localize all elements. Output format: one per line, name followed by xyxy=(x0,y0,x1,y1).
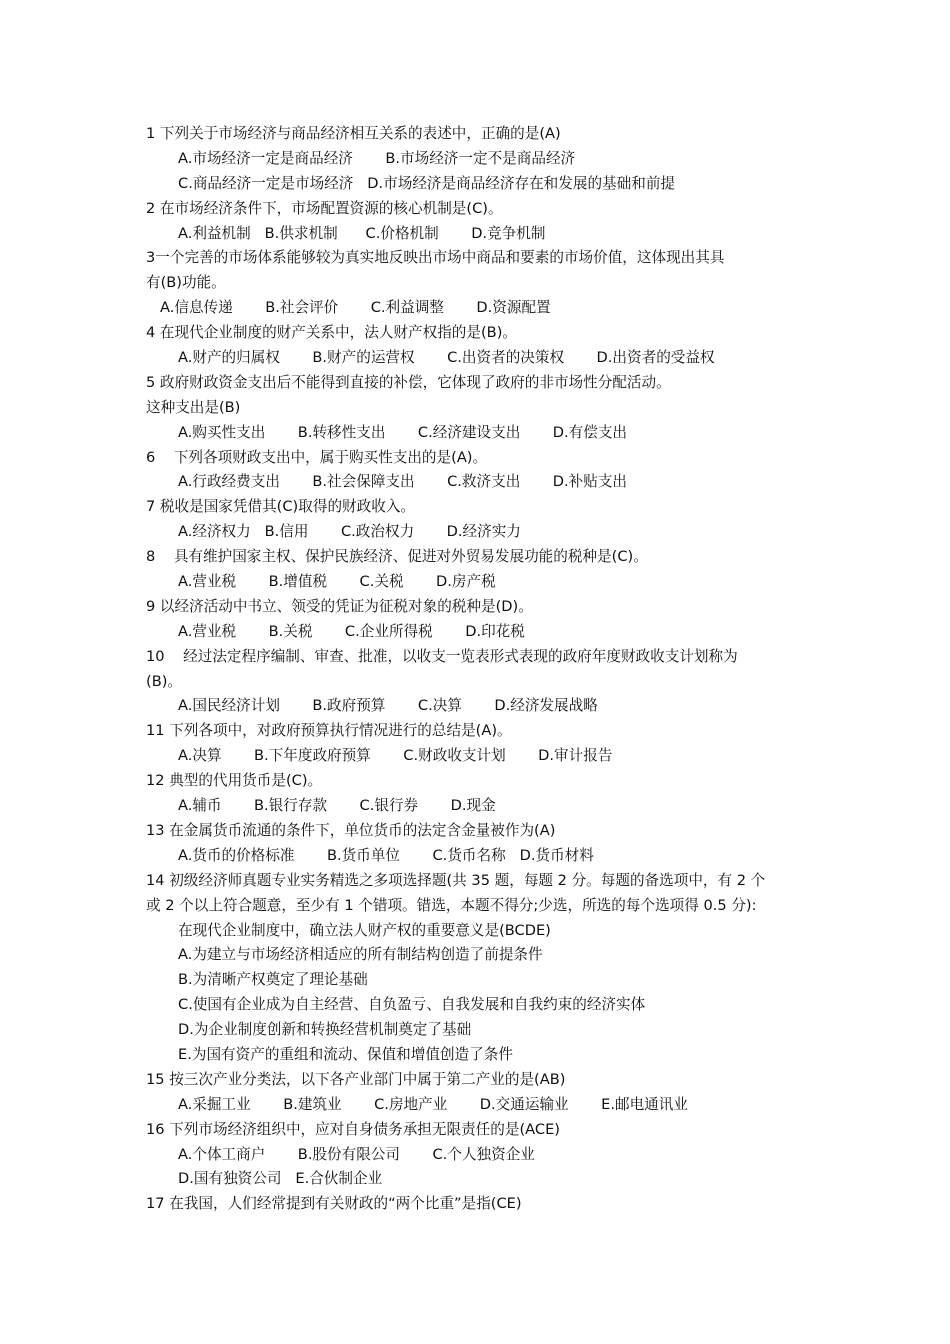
question-line: 4 在现代企业制度的财产关系中，法人财产权指的是(B)。 xyxy=(146,324,517,342)
document-body xyxy=(146,122,811,1217)
option-line: C.商品经济一定是市场经济 D.市场经济是商品经济存在和发展的基础和前提 xyxy=(178,174,676,192)
question-line: 6 下列各项财政支出中，属于购买性支出的是(A)。 xyxy=(146,448,488,466)
question-line: 2 在市场经济条件下，市场配置资源的核心机制是(C)。 xyxy=(146,199,503,217)
question-line: (B)。 xyxy=(146,672,182,690)
question-line: 1 下列关于市场经济与商品经济相互关系的表述中，正确的是(A) xyxy=(146,125,561,142)
option-line: A.决算 B.下年度政府预算 C.财政收支计划 D.审计报告 xyxy=(178,747,613,765)
option-line: A.财产的归属权 B.财产的运营权 C.出资者的决策权 D.出资者的受益权 xyxy=(178,349,715,367)
question-line: 14 初级经济师真题专业实务精选之多项选择题(共 35 题，每题 2 分。每题的备选项中，有 2 个 xyxy=(146,871,766,889)
question-line: 12 典型的代用货币是(C)。 xyxy=(146,772,323,790)
option-line: A.市场经济一定是商品经济 B.市场经济一定不是商品经济 xyxy=(178,149,576,167)
question-line: 10 经过法定程序编制、审查、批准，以收支一览表形式表现的政府年度财政收支计划称为 xyxy=(146,647,738,665)
option-line: E.为国有资产的重组和流动、保值和增值创造了条件 xyxy=(178,1045,513,1063)
option-line: A.营业税 B.关税 C.企业所得税 D.印花税 xyxy=(178,622,525,640)
question-line: 11 下列各项中，对政府预算执行情况进行的总结是(A)。 xyxy=(146,722,512,740)
question-line: 7 税收是国家凭借其(C)取得的财政收入。 xyxy=(146,498,416,516)
option-line: A.为建立与市场经济相适应的所有制结构创造了前提条件 xyxy=(178,946,543,964)
option-line: A.利益机制 B.供求机制 C.价格机制 D.竞争机制 xyxy=(178,224,546,242)
option-line: A.营业税 B.增值税 C.关税 D.房产税 xyxy=(178,573,496,591)
option-line: A.采掘工业 B.建筑业 C.房地产业 D.交通运输业 E.邮电通讯业 xyxy=(178,1095,688,1113)
question-line: 或 2 个以上符合题意，至少有 1 个错项。错选，本题不得分;少选，所选的每个选项得 0.5 分): xyxy=(146,896,757,914)
option-line: A.个体工商户 B.股份有限公司 C.个人独资企业 xyxy=(178,1145,535,1163)
question-line: 17 在我国，人们经常提到有关财政的“两个比重”是指(CE) xyxy=(146,1195,522,1213)
option-line: A.国民经济计划 B.政府预算 C.决算 D.经济发展战略 xyxy=(178,697,598,715)
option-line: B.为清晰产权奠定了理论基础 xyxy=(178,971,368,989)
option-line: A.货币的价格标准 B.货币单位 C.货币名称 D.货币材料 xyxy=(178,846,594,864)
option-line: C.使国有企业成为自主经营、自负盈亏、自我发展和自我约束的经济实体 xyxy=(178,996,646,1014)
option-line: A.信息传递 B.社会评价 C.利益调整 D.资源配置 xyxy=(160,299,551,317)
question-line: 这种支出是(B) xyxy=(146,398,241,416)
question-line: 13 在金属货币流通的条件下，单位货币的法定含金量被作为(A) xyxy=(146,821,556,839)
option-line: 在现代企业制度中，确立法人财产权的重要意义是(BCDE) xyxy=(178,921,551,939)
question-line: 16 下列市场经济组织中，应对自身债务承担无限责任的是(ACE) xyxy=(146,1120,560,1138)
option-line: D.国有独资公司 E.合伙制企业 xyxy=(178,1170,383,1188)
option-line: A.购买性支出 B.转移性支出 C.经济建设支出 D.有偿支出 xyxy=(178,423,628,441)
option-line: A.经济权力 B.信用 C.政治权力 D.经济实力 xyxy=(178,523,521,541)
option-line: A.行政经费支出 B.社会保障支出 C.救济支出 D.补贴支出 xyxy=(178,473,628,491)
question-line: 3一个完善的市场体系能够较为真实地反映出市场中商品和要素的市场价值，这体现出其具 xyxy=(146,249,725,267)
question-line: 8 具有维护国家主权、保护民族经济、促进对外贸易发展功能的税种是(C)。 xyxy=(146,548,648,566)
question-line: 有(B)功能。 xyxy=(146,274,226,292)
question-line: 15 按三次产业分类法，以下各产业部门中属于第二产业的是(AB) xyxy=(146,1070,566,1088)
option-line: D.为企业制度创新和转换经营机制奠定了基础 xyxy=(178,1021,472,1039)
question-line: 5 政府财政资金支出后不能得到直接的补偿，它体现了政府的非市场性分配活动。 xyxy=(146,373,671,391)
option-line: A.辅币 B.银行存款 C.银行券 D.现金 xyxy=(178,797,496,815)
question-line: 9 以经济活动中书立、领受的凭证为征税对象的税种是(D)。 xyxy=(146,597,533,615)
